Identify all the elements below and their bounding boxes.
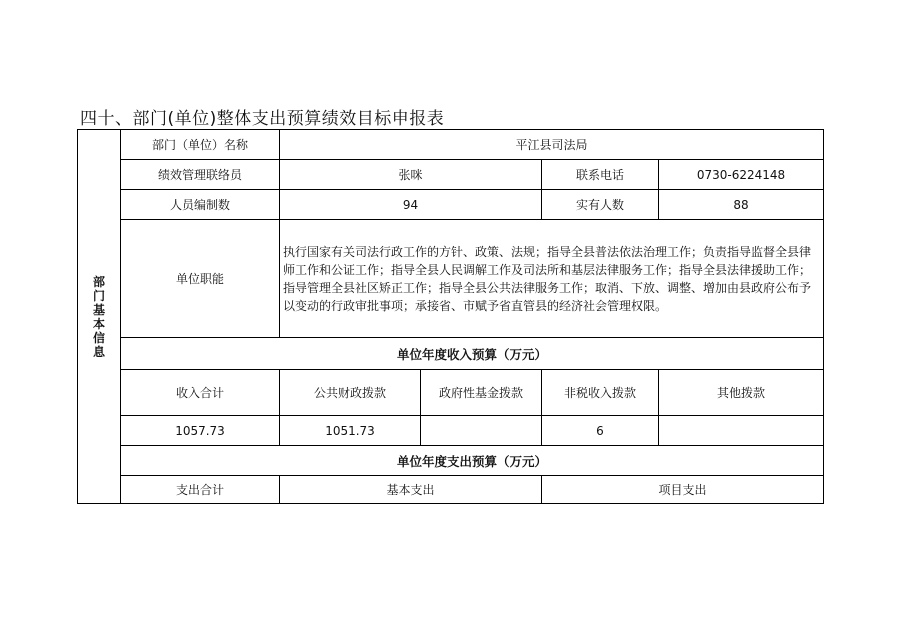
income-val-public-finance: 1051.73 <box>280 416 421 446</box>
contact-label: 绩效管理联络员 <box>121 160 280 190</box>
actual-staff-value: 88 <box>659 190 824 220</box>
contact-name-value: 张咪 <box>280 160 542 190</box>
performance-target-form <box>77 129 824 504</box>
income-col-other: 其他拨款 <box>659 370 824 416</box>
income-val-gov-fund <box>421 416 542 446</box>
income-col-gov-fund: 政府性基金拨款 <box>421 370 542 416</box>
section-label-basic-info: 部门基本信息 <box>78 130 121 504</box>
income-val-total: 1057.73 <box>121 416 280 446</box>
page-title: 四十、部门(单位)整体支出预算绩效目标申报表 <box>80 109 445 129</box>
income-budget-header: 单位年度收入预算（万元） <box>121 338 824 370</box>
income-col-total: 收入合计 <box>121 370 280 416</box>
expense-col-total: 支出合计 <box>121 476 280 504</box>
staff-quota-label: 人员编制数 <box>121 190 280 220</box>
income-col-public-finance: 公共财政拨款 <box>280 370 421 416</box>
duty-text: 执行国家有关司法行政工作的方针、政策、法规；指导全县普法依法治理工作；负责指导监督全县律师工作和公证工作；指导全县人民调解工作及司法所和基层法律服务工作；指导全县法律援助工作；指导管理全县社区矫正工作；指导全县公共法律服务工作；取消、下放、调整、增加由县政府公布予以变动的行政审批事项；承接省、市赋予省直管县的经济社会管理权限。 <box>280 220 824 338</box>
phone-label: 联系电话 <box>542 160 659 190</box>
income-val-other <box>659 416 824 446</box>
unit-name-value: 平江县司法局 <box>280 130 824 160</box>
unit-name-label: 部门（单位）名称 <box>121 130 280 160</box>
expense-col-project: 项目支出 <box>542 476 824 504</box>
actual-staff-label: 实有人数 <box>542 190 659 220</box>
staff-quota-value: 94 <box>280 190 542 220</box>
expense-col-basic: 基本支出 <box>280 476 542 504</box>
income-val-non-tax: 6 <box>542 416 659 446</box>
income-col-non-tax: 非税收入拨款 <box>542 370 659 416</box>
phone-value: 0730-6224148 <box>659 160 824 190</box>
duty-label: 单位职能 <box>121 220 280 338</box>
expense-budget-header: 单位年度支出预算（万元） <box>121 446 824 476</box>
